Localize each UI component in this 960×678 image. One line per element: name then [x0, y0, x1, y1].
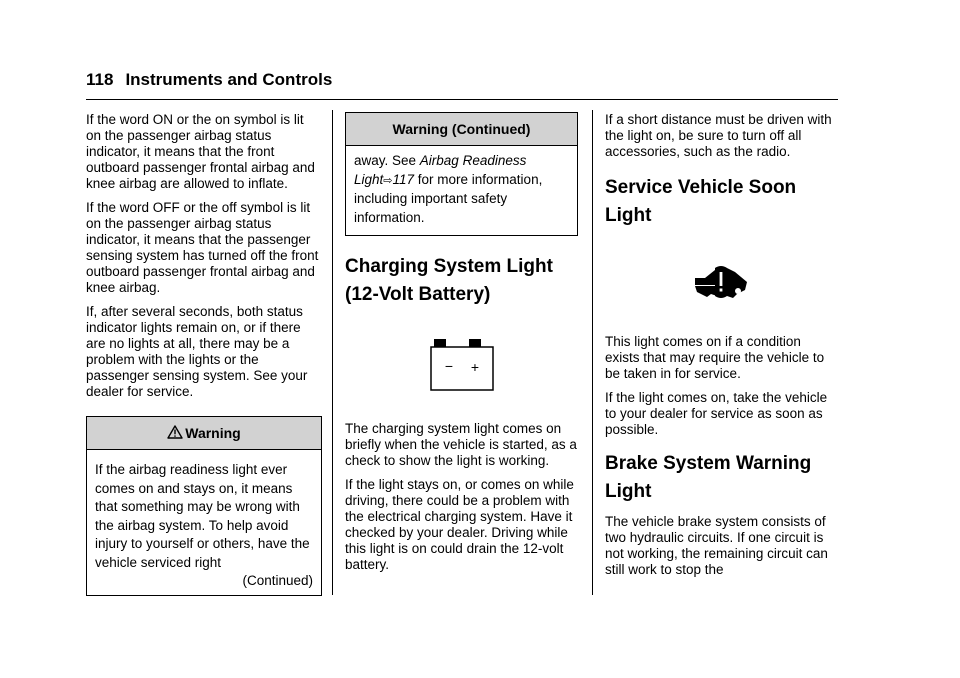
service-vehicle-soon-icon: [693, 264, 749, 300]
warning-text: away. See: [354, 153, 420, 168]
section-heading: Brake System Warning Light: [605, 453, 812, 502]
warning-box-continued: [345, 112, 578, 236]
paragraph: If, after several seconds, both status indicator lights remain on, or if there are no lights at all, there may be a problem with the lights or the passenger sensing system. See your dealer for service.: [86, 304, 308, 399]
header-rule: [86, 99, 838, 100]
page-header: [86, 70, 332, 90]
column-1: [86, 112, 322, 596]
warning-title: Warning: [185, 425, 241, 441]
battery-plus-symbol: +: [470, 359, 479, 375]
section-title: Instruments and Controls: [125, 70, 333, 89]
paragraph: If the light stays on, or comes on while driving, there could be a problem with the electrical charging system. Have it checked by your dealer. Driving while this light is on could drain the 12-volt battery.: [345, 477, 574, 572]
warning-header: [87, 417, 321, 450]
cross-reference-link[interactable]: Airbag Readiness Light: [354, 153, 527, 187]
battery-minus-symbol: −: [444, 358, 453, 374]
paragraph: If the word OFF or the off symbol is lit on the passenger airbag status indicator, it means that the passenger sensing system has turned off the front outboard passenger frontal airbag and knee airbag.: [86, 200, 319, 295]
warning-triangle-icon: [167, 425, 183, 439]
column-3: [605, 112, 837, 586]
paragraph: If a short distance must be driven with the light on, be sure to turn off all accessories, such as the radio.: [605, 112, 832, 159]
reference-arrow-icon: ⇨: [383, 174, 393, 187]
warning-text: for more information, including important safety information.: [354, 171, 543, 225]
section-heading: Charging System Light (12-Volt Battery): [345, 256, 553, 305]
warning-body: If the airbag readiness light ever comes on and stays on, it means that something may be wrong with the airbag system. To help avoid injury to yourself or others, have the vehicle serviced right: [95, 462, 310, 570]
column-2: [345, 112, 578, 581]
battery-icon: [430, 339, 494, 391]
paragraph: If the word ON or the on symbol is lit on the passenger airbag status indicator, it means that the front outboard passenger frontal airbag and knee airbag are allowed to inflate.: [86, 112, 315, 191]
warning-body: [346, 146, 577, 235]
page-number: 118: [86, 70, 114, 89]
warning-box: [86, 416, 322, 596]
page-reference[interactable]: 117: [392, 171, 415, 187]
warning-header: Warning (Continued): [346, 113, 577, 146]
column-divider: [332, 110, 333, 595]
paragraph: The charging system light comes on briefly when the vehicle is started, as a check to show the light is working.: [345, 421, 577, 468]
section-heading: Service Vehicle Soon Light: [605, 177, 797, 226]
paragraph: The vehicle brake system consists of two hydraulic circuits. If one circuit is not working, the remaining circuit can still work to stop the: [605, 514, 828, 577]
continued-label: (Continued): [242, 573, 313, 588]
paragraph: If the light comes on, take the vehicle to your dealer for service as soon as possible.: [605, 390, 828, 437]
column-divider: [592, 110, 593, 595]
paragraph: This light comes on if a condition exists that may require the vehicle to be taken in for service.: [605, 334, 825, 381]
